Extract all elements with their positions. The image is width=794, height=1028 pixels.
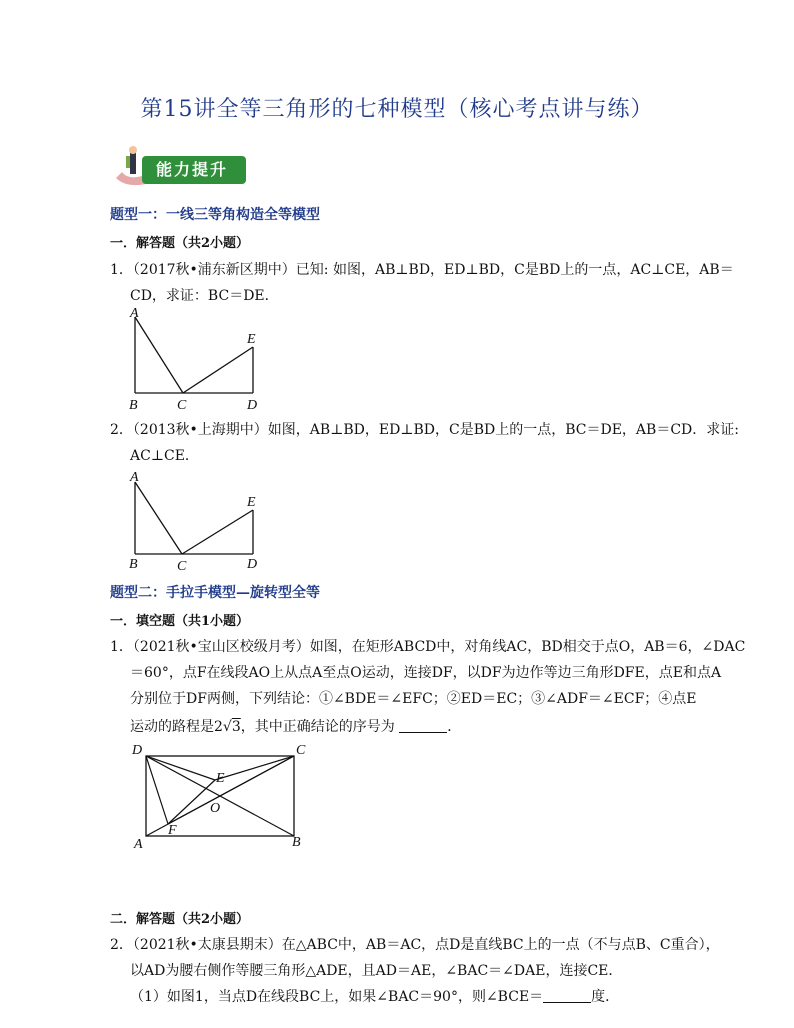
question-3-line-4: 运动的路程是2√3，其中正确结论的序号为 ． <box>130 719 462 735</box>
section-sub-1: 一．解答题（共2小题） <box>110 236 250 251</box>
fig1-label-b: B <box>129 398 138 413</box>
fig1-label-c: C <box>177 398 187 413</box>
figure-1 <box>125 305 275 413</box>
question-2-line-1: 2．（2013秋•上海期中）如图，AB⊥BD，ED⊥BD，C是BD上的一点，BC＝DE，AB＝CD．求证: <box>110 422 739 438</box>
question-2-line-2: AC⊥CE． <box>130 448 199 464</box>
question-1-line-1: 1．（2017秋•浦东新区期中）已知: 如图，AB⊥BD，ED⊥BD，C是BD上的一点，AC⊥CE，AB＝ <box>110 262 734 278</box>
figure-3 <box>128 740 318 852</box>
fig3-label-o: O <box>210 801 221 816</box>
question-3-line-2: ＝60°，点F在线段AO上从点A至点O运动，连接DF，以DF为边作等边三角形DFE，点E和点A <box>130 665 722 681</box>
question-4-line-1: 2．（2021秋•太康县期末）在△ABC中，AB＝AC，点D是直线BC上的一点（不与点B、C重合）， <box>110 937 720 953</box>
section-sub-2: 一．填空题（共1小题） <box>110 614 250 629</box>
question-4-part-1 <box>130 986 619 1006</box>
question-3-line-4-pre: 运动的路程是 <box>130 719 214 735</box>
sqrt-coefficient: 2 <box>214 719 223 735</box>
sqrt-radicand: 3 <box>231 719 241 735</box>
fig3-label-a: A <box>134 837 143 852</box>
question-4-line-2: 以AD为腰右侧作等腰三角形△ADE，且AD＝AE，∠BAC＝∠DAE，连接CE． <box>130 963 623 979</box>
section-heading-1: 题型一：一线三等角构造全等模型 <box>110 207 320 223</box>
answer-blank-2 <box>543 988 591 1003</box>
fig3-label-b: B <box>292 835 301 850</box>
fig1-label-e: E <box>247 332 256 347</box>
banner-label: 能力提升 <box>142 156 246 184</box>
fig3-label-e: E <box>216 771 225 786</box>
question-3-line-4-post: ，其中正确结论的序号为 <box>240 719 395 735</box>
fig2-label-a: A <box>130 470 139 485</box>
question-4-part-1-post: 度． <box>591 989 620 1005</box>
fig2-label-c: C <box>177 559 187 574</box>
answer-blank-1 <box>399 718 447 733</box>
question-3-line-3: 分别位于DF两侧，下列结论：①∠BDE＝∠EFC；②ED＝EC；③∠ADF＝∠ECF；④点E <box>130 691 697 707</box>
question-1-line-2: CD，求证：BC＝DE． <box>130 288 279 304</box>
question-3-line-1: 1．（2021秋•宝山区校级月考）如图，在矩形ABCD中，对角线AC，BD相交于点O，AB＝6，∠DAC <box>110 639 746 655</box>
fig1-label-a: A <box>130 306 139 321</box>
sqrt-expression: 2√3 <box>214 719 241 735</box>
section-sub-3: 二．解答题（共2小题） <box>110 912 250 927</box>
fig2-label-d: D <box>247 557 258 572</box>
fig2-label-e: E <box>247 495 256 510</box>
page-title: 第15讲全等三角形的七种模型（核心考点讲与练） <box>140 97 654 122</box>
figure-2 <box>125 468 275 576</box>
ability-banner <box>108 140 248 190</box>
fig3-label-c: C <box>296 743 306 758</box>
section-heading-2: 题型二：手拉手模型—旋转型全等 <box>110 585 320 601</box>
fig3-label-f: F <box>168 823 177 838</box>
fig2-label-b: B <box>129 557 138 572</box>
question-4-part-1-pre: （1）如图1，当点D在线段BC上，如果∠BAC＝90°，则∠BCE＝ <box>130 989 544 1005</box>
fig1-label-d: D <box>247 398 258 413</box>
fig3-label-d: D <box>132 743 143 758</box>
